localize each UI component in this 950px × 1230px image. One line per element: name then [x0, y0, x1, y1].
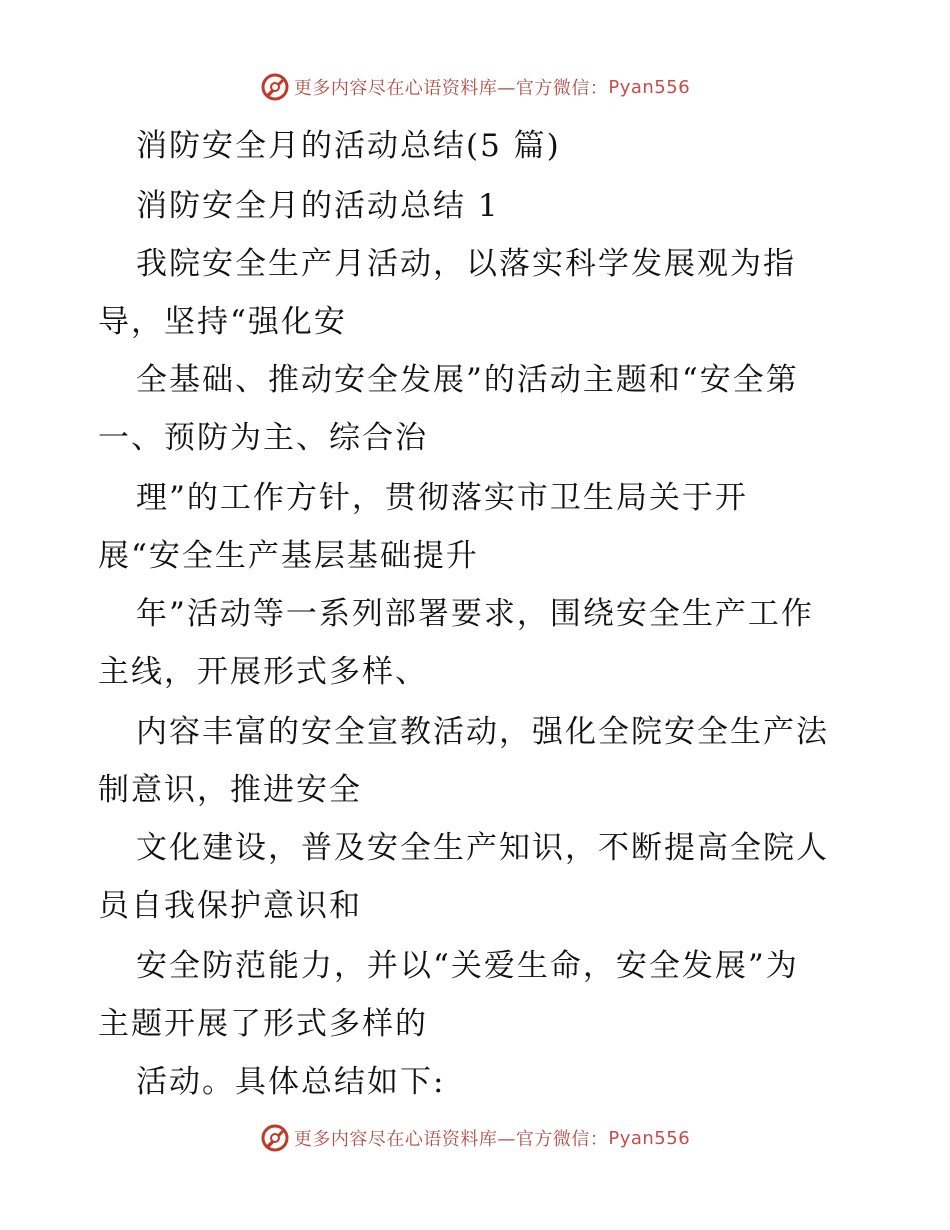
- document-title: 消防安全月的活动总结(5 篇): [136, 128, 561, 164]
- body-line: 我院安全生产月活动，以落实科学发展观为指: [136, 246, 796, 282]
- watermark-wechat-id: Pyan556: [608, 1127, 691, 1149]
- body-line: 展“安全生产基层基础提升: [98, 538, 479, 574]
- body-line: 内容丰富的安全宣教活动，强化全院安全生产法: [136, 714, 829, 750]
- quill-logo-icon: [260, 1123, 290, 1153]
- footer-watermark: [0, 1123, 950, 1153]
- watermark-wechat-id: Pyan556: [608, 76, 691, 98]
- section-heading: 消防安全月的活动总结 1: [136, 188, 500, 224]
- body-line: 全基础、推动安全发展”的活动主题和“安全第: [136, 362, 799, 398]
- body-line: 活动。具体总结如下:: [136, 1064, 446, 1100]
- body-line: 主题开展了形式多样的: [98, 1006, 428, 1042]
- body-line: 制意识，推进安全: [98, 772, 362, 808]
- quill-logo-icon: [260, 72, 290, 102]
- body-line: 导，坚持“强化安: [98, 304, 347, 340]
- body-line: 一、预防为主、综合治: [98, 420, 428, 456]
- watermark-text: 更多内容尽在心语资料库—官方微信：: [293, 1129, 609, 1150]
- watermark-text: 更多内容尽在心语资料库—官方微信：: [293, 78, 609, 99]
- body-line: 文化建设，普及安全生产知识，不断提高全院人: [136, 830, 829, 866]
- body-line: 理”的工作方针，贯彻落实市卫生局关于开: [136, 480, 748, 516]
- header-watermark: [0, 72, 950, 102]
- body-line: 年”活动等一系列部署要求，围绕安全生产工作: [136, 596, 814, 632]
- body-line: 员自我保护意识和: [98, 888, 362, 924]
- body-line: 安全防范能力，并以“关爱生命，安全发展”为: [136, 948, 799, 984]
- body-line: 主线，开展形式多样、: [98, 654, 428, 690]
